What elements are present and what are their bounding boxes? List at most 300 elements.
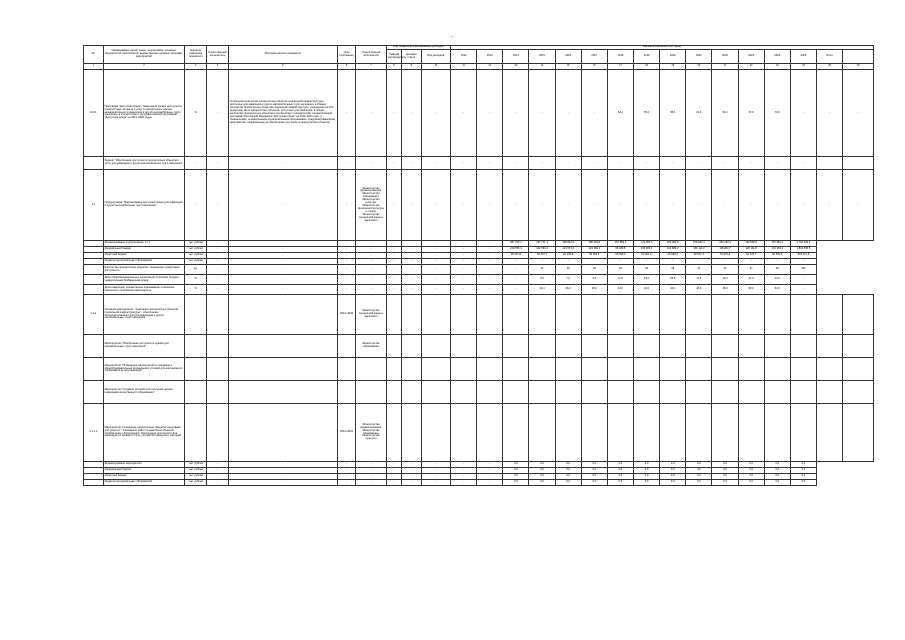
row-unit: тыс. рублей [185, 468, 207, 474]
cell [634, 335, 660, 358]
cell [421, 404, 450, 462]
cell: - [386, 480, 401, 486]
cell [555, 295, 581, 335]
cell: 362 [790, 265, 816, 275]
cell: - [634, 157, 660, 170]
cell [477, 404, 503, 462]
cell [738, 381, 764, 404]
index-cell: 21 [712, 64, 738, 70]
cell: - [228, 285, 337, 295]
cell: 64,0 [712, 70, 738, 157]
cell: 0,0 [503, 480, 529, 486]
cell: 101 283,1 [764, 247, 790, 253]
cell [207, 358, 229, 381]
cell: - [686, 170, 712, 241]
index-cell: 12 [477, 64, 503, 70]
row-name: Задача: "Обеспечение доступности приоритетных объектов и услуг для инвалидов и других маломобильных групп населения" [103, 157, 185, 170]
header-finance-manager: Главный распорядитель [386, 50, 401, 64]
cell: 0,0 [790, 462, 816, 468]
cell [817, 295, 843, 335]
header-year: 2014 [503, 50, 529, 64]
cell [185, 404, 207, 462]
cell: - [402, 247, 422, 253]
cell: - [228, 247, 337, 253]
cell: - [386, 259, 401, 265]
cell: - [477, 157, 503, 170]
cell: 13,0 [634, 275, 660, 285]
cell: - [790, 275, 816, 285]
cell: - [555, 70, 581, 157]
header-year: 2012 [451, 50, 477, 64]
cell: 0,0 [607, 480, 633, 486]
cell [817, 335, 843, 358]
cell: - [581, 157, 607, 170]
cell: 48,0 [712, 285, 738, 295]
cell: - [356, 70, 386, 157]
cell: - [451, 157, 477, 170]
cell: - [228, 480, 337, 486]
cell: - [402, 480, 422, 486]
header-num: № [84, 46, 104, 64]
cell: 0,0 [738, 468, 764, 474]
row-name: Подпрограмма "Формирование доступной среды для инвалидов и других маломобильных групп населения" [103, 170, 185, 241]
cell: - [451, 253, 477, 259]
cell: - [451, 468, 477, 474]
cell [402, 404, 422, 462]
cell [503, 381, 529, 404]
cell [634, 404, 660, 462]
row-name: областной бюджет [103, 474, 185, 480]
cell: - [207, 265, 229, 275]
cell: - [712, 259, 738, 265]
cell: - [356, 241, 386, 247]
cell: - [477, 70, 503, 157]
cell: 62 726,7 [738, 253, 764, 259]
cell: - [738, 157, 764, 170]
cell: - [386, 70, 401, 157]
cell: 55,0 [634, 70, 660, 157]
cell: - [356, 265, 386, 275]
row-name: Программа "Доступная среда". Повышение уровня доступности приоритетных объектов и услуг в приоритетных сферах жизнедеятельности инвалидов и других маломобильных групп населения, в соответствии с «Государственной программой "Доступная среда" на 2011–2020 годы» [103, 70, 185, 157]
index-cell: 22 [738, 64, 764, 70]
cell [421, 295, 450, 335]
cell: - [817, 70, 843, 157]
cell: - [207, 241, 229, 247]
cell: - [529, 70, 555, 157]
row-name: Мероприятие "Обеспечение доступности зданий для маломобильных групп населения" [103, 335, 185, 358]
cell: - [555, 170, 581, 241]
table-row [84, 295, 874, 335]
cell [712, 335, 738, 358]
cell: - [386, 468, 401, 474]
cell: - [228, 259, 337, 265]
cell: - [402, 157, 422, 170]
cell: 1 842 555,6 [790, 247, 816, 253]
cell [477, 335, 503, 358]
cell [607, 404, 633, 462]
cell: 0,0 [660, 462, 686, 468]
cell [581, 335, 607, 358]
header-total: Итого [817, 50, 843, 64]
cell [84, 157, 104, 170]
cell: - [228, 157, 337, 170]
cell [607, 381, 633, 404]
cell: - [185, 157, 207, 170]
cell [686, 335, 712, 358]
row-unit: тыс. рублей [185, 480, 207, 486]
index-cell: 25 [817, 64, 843, 70]
index-cell: 26 [843, 64, 874, 70]
cell [451, 335, 477, 358]
cell [790, 381, 816, 404]
cell: 106 282,1 [634, 247, 660, 253]
index-cell: 8 [386, 64, 401, 70]
cell [451, 295, 477, 335]
cell: - [477, 275, 503, 285]
cell [843, 335, 874, 358]
cell: 0,0 [686, 468, 712, 474]
header-year: 2025 [790, 50, 816, 64]
cell: - [421, 157, 450, 170]
cell: 0,0 [764, 462, 790, 468]
cell: - [581, 170, 607, 241]
header-finance-kind: Вид расходов [421, 50, 450, 64]
cell: 23,0 [764, 275, 790, 285]
row-unit: тыс. рублей [185, 474, 207, 480]
cell [451, 404, 477, 462]
cell [712, 381, 738, 404]
cell: - [337, 480, 356, 486]
cell: - [451, 247, 477, 253]
header-year: 2013 [477, 50, 503, 64]
index-cell: 24 [790, 64, 816, 70]
header-years-group: Значение показателя (по годам) [451, 46, 874, 50]
cell: - [421, 275, 450, 285]
cell: 0,0 [503, 474, 529, 480]
cell: 67 001,2 [634, 253, 660, 259]
index-cell: 15 [555, 64, 581, 70]
cell: - [207, 285, 229, 295]
cell [228, 335, 337, 358]
header-total-extra [843, 50, 874, 64]
cell: - [843, 170, 874, 241]
cell: - [790, 157, 816, 170]
program-indicators-table [83, 45, 874, 486]
cell: 52,2 [607, 70, 633, 157]
cell: - [503, 265, 529, 275]
cell [660, 381, 686, 404]
cell [790, 295, 816, 335]
header-finance-article: Целевая статья [402, 50, 422, 64]
cell [451, 381, 477, 404]
cell: - [607, 259, 633, 265]
cell: 34,4 [529, 285, 555, 295]
header-year: 2024 [764, 50, 790, 64]
cell [503, 335, 529, 358]
cell: - [356, 468, 386, 474]
cell [207, 404, 229, 462]
cell: - [337, 462, 356, 468]
cell: - [503, 275, 529, 285]
cell: - [529, 157, 555, 170]
row-unit: % [185, 275, 207, 285]
cell: 180 283,8 [581, 241, 607, 247]
cell: 0,0 [660, 474, 686, 480]
cell [686, 404, 712, 462]
cell: 863 727,8 [790, 253, 816, 259]
cell [660, 358, 686, 381]
header-year: 2023 [738, 50, 764, 64]
cell [686, 358, 712, 381]
cell: - [228, 468, 337, 474]
cell: - [451, 285, 477, 295]
cell [634, 295, 660, 335]
row-number: 1.1.1 [84, 295, 104, 335]
cell: - [228, 253, 337, 259]
header-name: Наименование целей, задач, подпрограмм, основных мероприятий, мероприятий, ведомственных целевых программ, мероприятий [103, 46, 185, 64]
table-row [84, 335, 874, 358]
cell: - [356, 275, 386, 285]
cell: - [529, 170, 555, 241]
row-name: Мероприятие "Проведение мероприятий по созданию в общеобразовательных организациях условий для инклюзивного образования детей-инвалидов" [103, 358, 185, 381]
cell: - [402, 170, 422, 241]
cell [84, 381, 104, 404]
header-year: 2020 [660, 50, 686, 64]
cell: 0,0 [634, 480, 660, 486]
header-year: 2017 [581, 50, 607, 64]
cell: - [207, 480, 229, 486]
cell: 32 [607, 265, 633, 275]
cell [843, 295, 874, 335]
cell: 21,0 [738, 275, 764, 285]
cell: - [421, 70, 450, 157]
cell: 0,0 [555, 474, 581, 480]
cell [503, 295, 529, 335]
cell [529, 335, 555, 358]
cell: 101 883,2 [660, 247, 686, 253]
table-row [84, 381, 874, 404]
cell [843, 358, 874, 381]
cell [817, 381, 843, 404]
cell [207, 335, 229, 358]
cell [555, 358, 581, 381]
cell: - [790, 259, 816, 265]
cell [843, 157, 874, 170]
cell [402, 295, 422, 335]
cell: 50,0 [738, 285, 764, 295]
cell: - [402, 474, 422, 480]
cell: 59 001,6 [581, 253, 607, 259]
cell: 157 883,1 [764, 241, 790, 247]
cell [660, 295, 686, 335]
cell [337, 381, 356, 404]
cell: 0,0 [738, 480, 764, 486]
cell: 65 098,6 [660, 253, 686, 259]
row-unit: % [185, 285, 207, 295]
cell: - [337, 259, 356, 265]
cell: - [817, 170, 843, 241]
index-cell: 20 [686, 64, 712, 70]
row-name: Мероприятие "Создание условий для получения детьми-инвалидами качественного образования" [103, 381, 185, 404]
cell [843, 381, 874, 404]
cell: - [660, 259, 686, 265]
cell [581, 381, 607, 404]
cell: 0,0 [634, 474, 660, 480]
cell [421, 335, 450, 358]
cell: 19,0 [712, 275, 738, 285]
cell [228, 358, 337, 381]
cell [185, 381, 207, 404]
cell: 7,0 [555, 275, 581, 285]
cell: 38 197,8 [503, 253, 529, 259]
cell [386, 295, 401, 335]
cell: - [402, 265, 422, 275]
cell: - [607, 170, 633, 241]
cell: 166 981,8 [660, 241, 686, 247]
cell: 29 [581, 265, 607, 275]
cell [790, 335, 816, 358]
cell: - [477, 241, 503, 247]
cell: - [477, 253, 503, 259]
index-cell: 3 [185, 64, 207, 70]
cell: - [337, 285, 356, 295]
cell: - [356, 462, 386, 468]
cell: - [477, 468, 503, 474]
row-responsible: Министерство социальной защиты населения [356, 295, 386, 335]
cell: - [421, 480, 450, 486]
cell [581, 295, 607, 335]
cell: 58,0 [660, 70, 686, 157]
cell [402, 381, 422, 404]
row-name: бюджеты муниципальных образований [103, 259, 185, 265]
cell [764, 335, 790, 358]
index-cell: 16 [581, 64, 607, 70]
cell [634, 381, 660, 404]
cell: 0,0 [712, 480, 738, 486]
cell [686, 295, 712, 335]
cell [477, 295, 503, 335]
cell [581, 404, 607, 462]
cell: - [207, 253, 229, 259]
cell: - [228, 265, 337, 275]
cell [228, 381, 337, 404]
cell: 0,0 [503, 468, 529, 474]
cell: 0,0 [660, 480, 686, 486]
row-unit: тыс. рублей [185, 462, 207, 468]
cell: 173 283,3 [634, 241, 660, 247]
table-row [84, 480, 874, 486]
cell: 9,0 [581, 275, 607, 285]
cell: 186 812,9 [555, 241, 581, 247]
cell: - [356, 285, 386, 295]
cell: - [402, 468, 422, 474]
cell: - [207, 474, 229, 480]
cell: - [451, 275, 477, 285]
index-cell: 7 [356, 64, 386, 70]
cell: - [386, 241, 401, 247]
cell: - [402, 253, 422, 259]
row-responsible: Министерство образования [356, 335, 386, 358]
cell: - [337, 70, 356, 157]
cell [207, 295, 229, 335]
header-executor: Ответственный исполнитель [356, 46, 386, 64]
cell [386, 358, 401, 381]
cell: - [386, 253, 401, 259]
cell [386, 335, 401, 358]
cell: - [421, 247, 450, 253]
index-cell: 10 [421, 64, 450, 70]
cell: 118 282,7 [712, 247, 738, 253]
cell: 0,0 [634, 462, 660, 468]
cell [477, 358, 503, 381]
cell: 167 883,1 [607, 241, 633, 247]
cell: 0,0 [607, 462, 633, 468]
cell: - [451, 265, 477, 275]
cell [503, 358, 529, 381]
cell: - [402, 70, 422, 157]
cell [356, 358, 386, 381]
row-term: 2012–2025 [337, 404, 356, 462]
cell: - [386, 170, 401, 241]
program-table-sheet [83, 45, 874, 622]
cell: - [555, 259, 581, 265]
cell: 0,0 [581, 468, 607, 474]
cell [764, 381, 790, 404]
cell [764, 404, 790, 462]
cell [686, 381, 712, 404]
cell: 44,0 [660, 285, 686, 295]
cell: 21 [529, 265, 555, 275]
cell: 65 207,7 [529, 253, 555, 259]
cell: - [581, 70, 607, 157]
header-finance-group: Код бюджетной классификации расходов [386, 46, 450, 50]
cell: - [402, 285, 422, 295]
cell: - [477, 170, 503, 241]
cell: - [738, 259, 764, 265]
cell [555, 335, 581, 358]
cell: - [207, 259, 229, 265]
cell: 0,0 [581, 480, 607, 486]
row-name: Финансирование подпрограммы, в т.ч. [103, 241, 185, 247]
cell [337, 358, 356, 381]
cell [529, 358, 555, 381]
cell: 67,0 [738, 70, 764, 157]
cell: 0,0 [712, 468, 738, 474]
cell [764, 295, 790, 335]
cell [712, 358, 738, 381]
cell: - [477, 462, 503, 468]
cell [84, 335, 104, 358]
cell: - [477, 474, 503, 480]
header-year: 2022 [712, 50, 738, 64]
row-responsible: Министерство здравоохранения, Министерство образования, Министерство культуры, Министерство физической культуры и спорта, Министерство социальной защиты населения [356, 170, 386, 241]
cell [337, 335, 356, 358]
cell [634, 358, 660, 381]
cell [607, 358, 633, 381]
page-number: - [451, 34, 454, 40]
cell: - [207, 70, 229, 157]
table-row [84, 358, 874, 381]
cell: 0,0 [607, 468, 633, 474]
cell: - [185, 170, 207, 241]
cell [555, 404, 581, 462]
cell: - [421, 462, 450, 468]
cell: 0,0 [634, 468, 660, 474]
cell: - [660, 157, 686, 170]
cell: 36,0 [555, 285, 581, 295]
row-unit: % [185, 70, 207, 157]
cell: 11,0 [607, 275, 633, 285]
